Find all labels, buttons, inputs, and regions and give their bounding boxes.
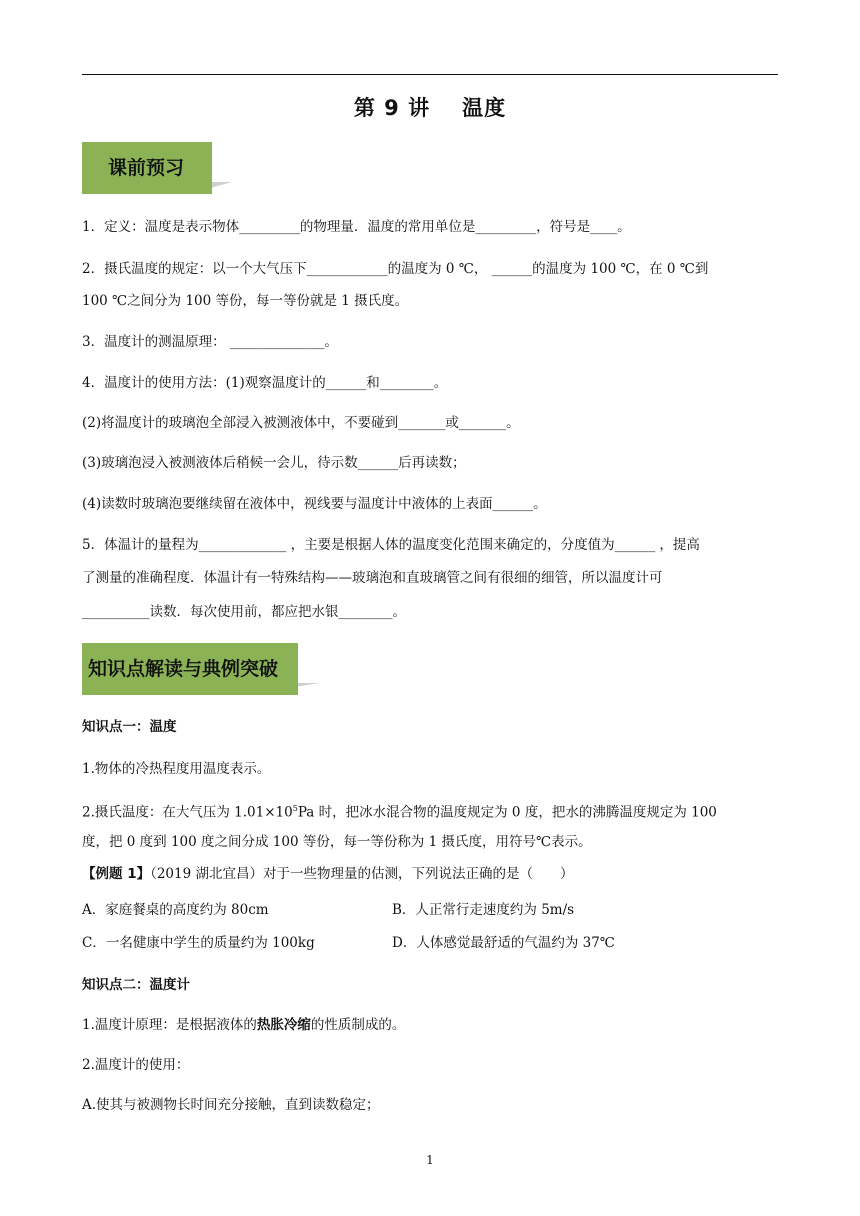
preview-item: 3．温度计的测温原理： ______________。 [82,334,338,350]
option-a: A．家庭餐桌的高度约为 80cm [82,902,269,918]
preview-item: 100 ℃之间分为 100 等份，每一等份就是 1 摄氏度。 [82,293,409,309]
preview-item: 了测量的准确程度．体温计有一特殊结构——玻璃泡和直玻璃管之间有很细的细管，所以温度计可 [82,570,663,586]
page-title [0,92,860,122]
point1-line: 度，把 0 度到 100 度之间分成 100 等份，每一等份称为 1 摄氏度，用符号℃表示。 [82,834,592,850]
lecture-number: 第 9 讲 [353,96,431,120]
point1-line: 1.物体的冷热程度用温度表示。 [82,761,271,777]
point2-line: 2.温度计的使用： [82,1057,190,1073]
preview-item: __________读数．每次使用前，都应把水银________。 [82,604,406,620]
preview-item: (2)将温度计的玻璃泡全部浸入被测液体中，不要碰到_______或_______。 [82,415,520,431]
option-c: C．一名健康中学生的质量约为 100kg [82,935,315,951]
lecture-topic: 温度 [462,96,507,120]
example-1 [82,864,782,884]
point1-title: 知识点一：温度 [82,719,177,735]
preview-item: 4．温度计的使用方法：(1)观察温度计的______和________。 [82,375,448,391]
preview-heading: 课前预习 [108,157,185,179]
page-number: 1 [426,1153,434,1167]
preview-banner [82,142,232,194]
preview-item: (4)读数时玻璃泡要继续留在液体中，视线要与温度计中液体的上表面______。 [82,496,547,512]
knowledge-banner [82,643,320,695]
option-b: B．人正常行走速度约为 5m/s [392,902,575,918]
knowledge-heading: 知识点解读与典例突破 [88,658,279,680]
point2-line: 1.温度计原理：是根据液体的热胀冷缩的性质制成的。 [82,1017,406,1033]
preview-item: 5．体温计的量程为_____________ ，主要是根据人体的温度变化范围来确定的，分度值为______ ，提高 [82,537,700,553]
preview-item: (3)玻璃泡浸入被测液体后稍候一会儿，待示数______后再读数； [82,455,466,471]
point1-line: 2.摄氏温度：在大气压为 $1.01\times 10^5Pa$ 时，把冰水混合物的温度规定为 0 度，把水的沸腾温度规定为 100 [82,804,717,821]
point2-line: A.使其与被测物长时间充分接触，直到读数稳定； [82,1097,380,1113]
option-d: D．人体感觉最舒适的气温约为 37℃ [392,935,615,951]
header-rule [82,74,778,75]
example-text: （2019 湖北宜昌）对于一些物理量的估测，下列说法正确的是（ ） [150,866,574,882]
point2-title: 知识点二：温度计 [82,977,190,993]
preview-item: 2．摄氏温度的规定：以一个大气压下____________的温度为 0 ℃， ______的温度为 100 ℃，在 0 ℃到 [82,261,709,277]
preview-item: 1．定义：温度是表示物体_________的物理量．温度的常用单位是_________，符号是____。 [82,219,631,235]
example-tag: 【例题 1】 [82,866,151,882]
